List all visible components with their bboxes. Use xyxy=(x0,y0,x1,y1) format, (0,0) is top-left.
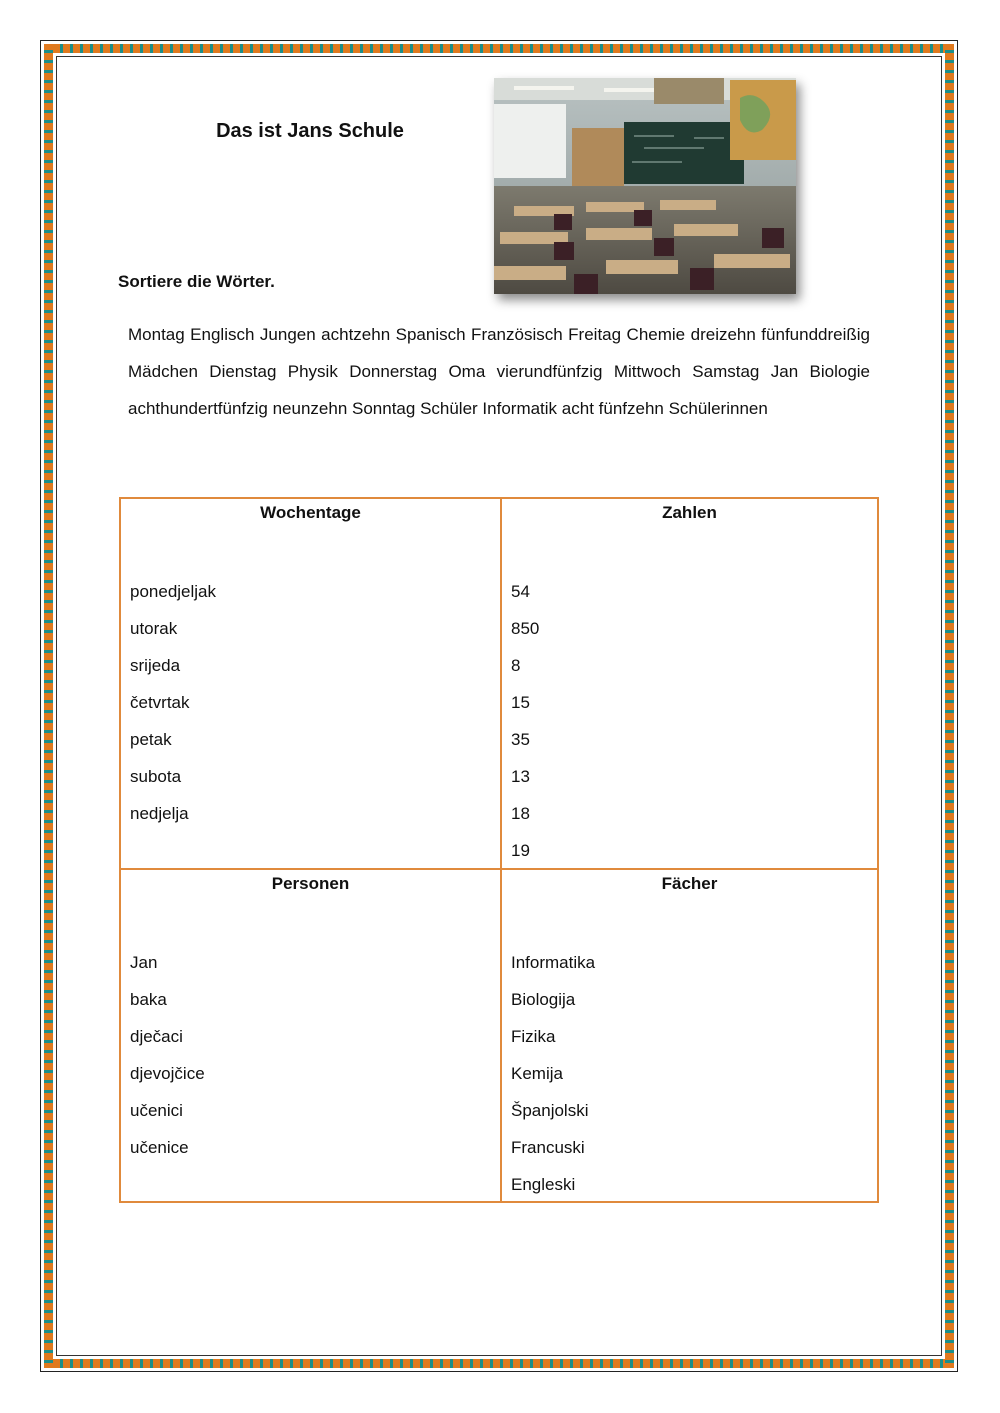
list-zahlen xyxy=(511,573,539,869)
decorative-border-right xyxy=(945,44,954,1368)
list-item: Jan xyxy=(130,953,158,972)
list-item: učenice xyxy=(130,1138,189,1157)
list-item: Fizika xyxy=(511,1027,556,1046)
list-item: baka xyxy=(130,990,167,1009)
list-item: ponedjeljak xyxy=(130,582,217,601)
heading-zahlen: Zahlen xyxy=(662,503,717,522)
list-item: Engleski xyxy=(511,1175,576,1194)
decorative-border-left xyxy=(44,44,53,1368)
sorting-table xyxy=(119,497,879,1203)
list-item: nedjelja xyxy=(130,804,189,823)
list-item: 54 xyxy=(511,582,530,601)
list-item: utorak xyxy=(130,619,178,638)
list-item: 18 xyxy=(511,804,530,823)
word-bank: Montag Englisch Jungen achtzehn Spanisch Französisch Freitag Chemie dreizehn fünfunddreißig Mädchen Dienstag Physik Donnerstag Oma vierundfünfzig Mittwoch Samstag Jan Biologie achthundertfünfzig neunzehn Sonntag Schüler Informatik acht fünfzehn Schülerinnen xyxy=(128,325,870,418)
list-item: 19 xyxy=(511,841,530,860)
classroom-photo xyxy=(494,78,796,294)
heading-faecher: Fächer xyxy=(661,874,718,893)
list-item: 35 xyxy=(511,730,530,749)
list-item: srijeda xyxy=(130,656,181,675)
heading-personen: Personen xyxy=(271,874,350,893)
list-item: subota xyxy=(130,767,182,786)
list-item: učenici xyxy=(130,1101,183,1120)
list-item: Informatika xyxy=(511,953,596,972)
heading-wochentage: Wochentage xyxy=(260,503,361,522)
decorative-border-bottom xyxy=(44,1359,954,1368)
list-item: dječaci xyxy=(130,1027,183,1046)
list-item: petak xyxy=(130,730,172,749)
cell-personen xyxy=(121,870,500,1201)
list-personen xyxy=(130,944,205,1166)
list-item: 850 xyxy=(511,619,540,638)
list-item: Biologija xyxy=(511,990,576,1009)
cell-zahlen xyxy=(502,499,877,868)
cell-wochentage xyxy=(121,499,500,868)
list-item: 8 xyxy=(511,656,521,675)
list-faecher xyxy=(511,944,595,1203)
page-title: Das ist Jans Schule xyxy=(216,120,404,142)
list-item: 13 xyxy=(511,767,530,786)
list-item: 15 xyxy=(511,693,530,712)
list-item: Španjolski xyxy=(511,1101,589,1120)
decorative-border-top xyxy=(44,44,954,53)
list-item: Francuski xyxy=(511,1138,585,1157)
list-item: četvrtak xyxy=(130,693,190,712)
list-item: djevojčice xyxy=(130,1064,205,1083)
list-item: Kemija xyxy=(511,1064,563,1083)
cell-faecher xyxy=(502,870,877,1201)
instruction-text: Sortiere die Wörter. xyxy=(118,272,275,291)
list-wochentage xyxy=(130,573,216,832)
